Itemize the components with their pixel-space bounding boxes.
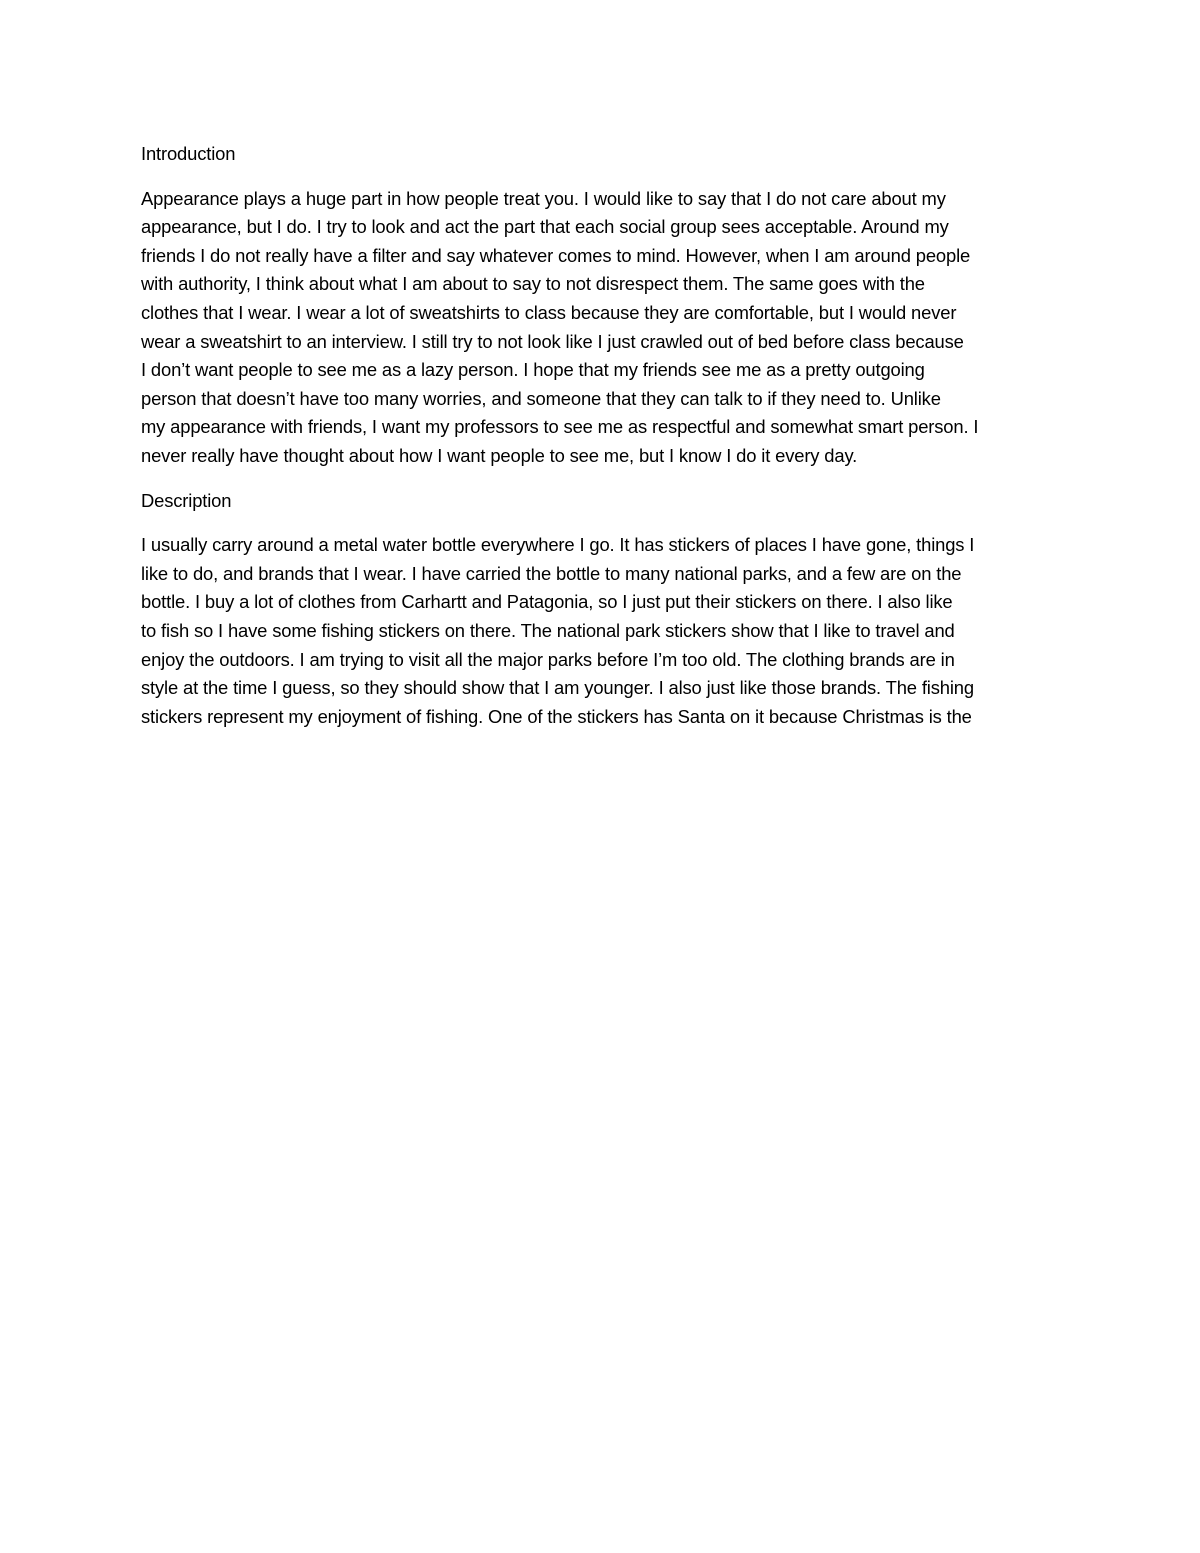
text-line: wear a sweatshirt to an interview. I still try to not look like I just crawled out of bed before class because <box>141 330 964 352</box>
text-line: clothes that I wear. I wear a lot of sweatshirts to class because they are comfortable, but I would never <box>141 301 957 323</box>
text-line: I don’t want people to see me as a lazy person. I hope that my friends see me as a pretty outgoing <box>141 359 925 381</box>
text-line: Appearance plays a huge part in how people treat you. I would like to say that I do not care about my <box>141 187 946 209</box>
paragraph-description <box>141 531 1061 731</box>
text-line: with authority, I think about what I am about to say to not disrespect them. The same goes with the <box>141 273 925 295</box>
text-line: I usually carry around a metal water bottle everywhere I go. It has stickers of places I have gone, things I <box>141 534 975 556</box>
text-line: bottle. I buy a lot of clothes from Carhartt and Patagonia, so I just put their stickers on there. I also like <box>141 591 953 613</box>
text-line: to fish so I have some fishing stickers on there. The national park stickers show that I like to travel and <box>141 619 955 641</box>
text-line: like to do, and brands that I wear. I have carried the bottle to many national parks, and a few are on the <box>141 562 962 584</box>
paragraph-introduction <box>141 185 1061 471</box>
text-line: enjoy the outdoors. I am trying to visit all the major parks before I’m too old. The clothing brands are in <box>141 648 955 670</box>
text-line: my appearance with friends, I want my professors to see me as respectful and somewhat smart person. I <box>141 416 979 438</box>
document-body <box>141 140 1061 747</box>
text-line: never really have thought about how I want people to see me, but I know I do it every day. <box>141 444 858 466</box>
text-line: appearance, but I do. I try to look and act the part that each social group sees acceptable. Around my <box>141 216 949 238</box>
text-line: stickers represent my enjoyment of fishing. One of the stickers has Santa on it because Christmas is the <box>141 705 972 727</box>
text-line: style at the time I guess, so they should show that I am younger. I also just like those brands. The fishing <box>141 677 974 699</box>
section-heading-description: Description <box>141 489 232 511</box>
text-line: person that doesn’t have too many worries, and someone that they can talk to if they need to. Unlike <box>141 387 941 409</box>
text-line: friends I do not really have a filter and say whatever comes to mind. However, when I am around people <box>141 244 971 266</box>
section-heading-introduction: Introduction <box>141 143 236 164</box>
